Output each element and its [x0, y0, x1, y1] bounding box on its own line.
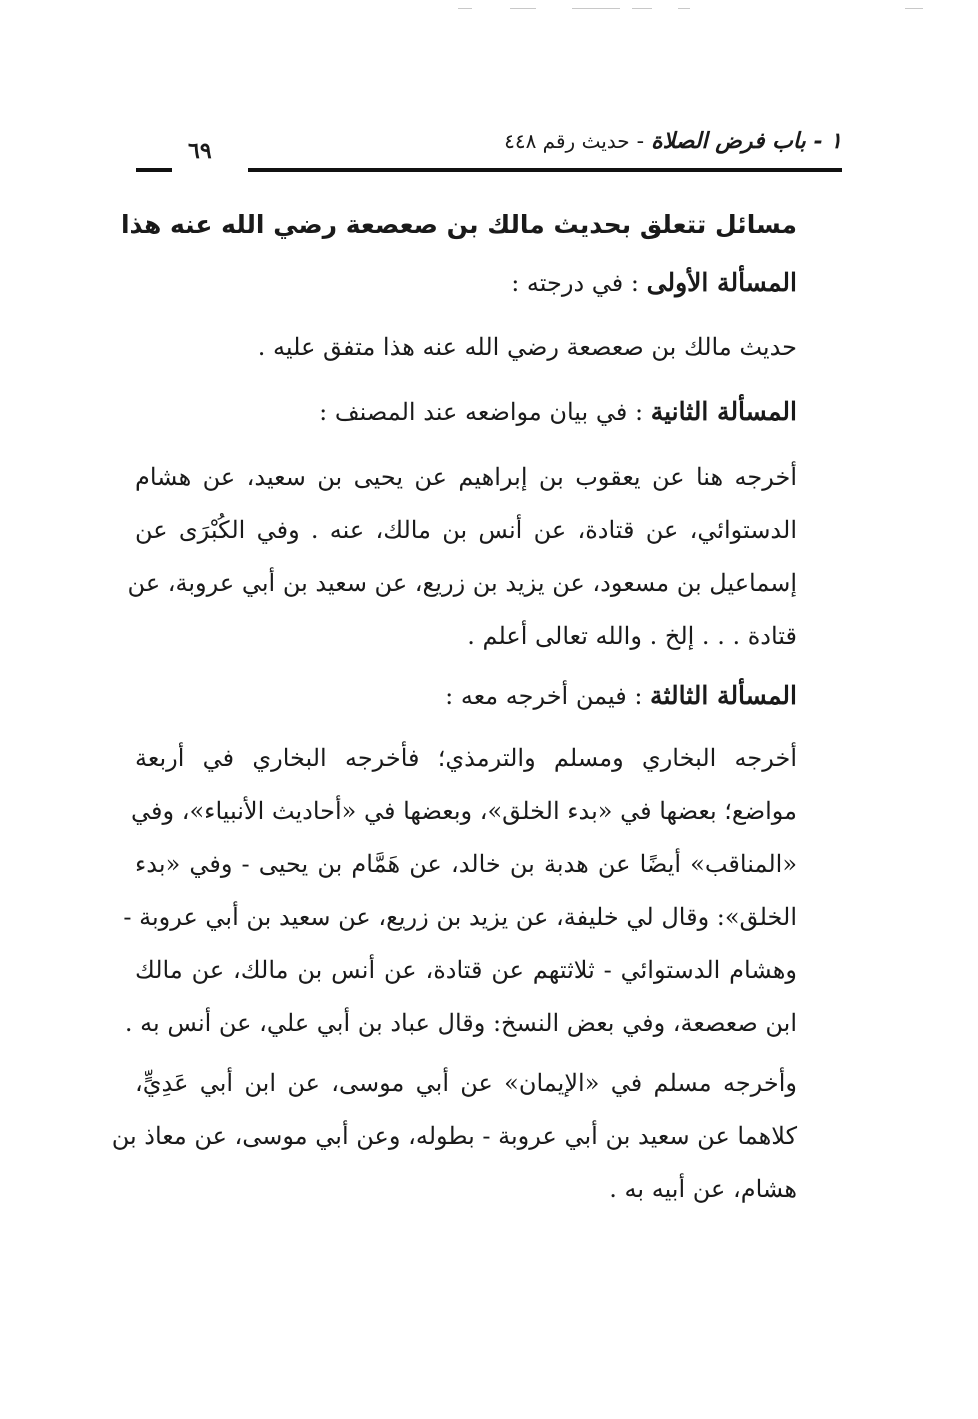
scan-artifact-lines [0, 8, 978, 10]
paragraph-line: مواضع؛ بعضها في «بدء الخلق»، وبعضها في «أحاديث الأنبياء»، وفي [131, 797, 797, 825]
header-rule-long [248, 168, 842, 172]
header-rule-short [136, 168, 172, 172]
question-1-topic: : في درجته : [511, 269, 639, 297]
question-1-heading [135, 268, 797, 298]
page-body [111, 200, 797, 1204]
paragraph-line: ابن صعصعة، وفي بعض النسخ: وقال عباد بن أبي علي، عن أنس به . [124, 1009, 797, 1037]
running-title [504, 128, 842, 154]
question-3-heading [135, 681, 797, 711]
paragraph-line: إسماعيل بن مسعود، عن يزيد بن زريع، عن سعيد بن أبي عروبة، عن [127, 569, 797, 597]
paragraph-line: قتادة . . . إلخ . والله تعالى أعلم . [467, 622, 797, 650]
question-2-paragraph [127, 462, 797, 651]
paragraph-line: الدستوائي، عن قتادة، عن أنس بن مالك، عنه . وفي الكُبْرَى عن [135, 516, 797, 544]
chapter-title: ١ - باب فرض الصلاة [651, 128, 842, 154]
paragraph-line: أخرجه هنا عن يعقوب بن إبراهيم عن يحيى بن سعيد، عن هشام [135, 463, 797, 491]
page-number: ٦٩ [188, 138, 212, 164]
question-3-paragraph-2 [111, 1068, 797, 1204]
question-1-body: حديث مالك بن صعصعة رضي الله عنه هذا متفق عليه . [257, 333, 797, 361]
question-3-label: المسألة الثالثة [650, 681, 797, 710]
question-2-label: المسألة الثانية [650, 397, 797, 426]
running-header [130, 128, 842, 180]
paragraph-line: «المناقب» أيضًا عن هدبة بن خالد، عن هَمَّام بن يحيى - وفي «بدء [135, 850, 797, 878]
section-title: مسائل تتعلق بحديث مالك بن صعصعة رضي الله عنه هذا [120, 210, 797, 239]
question-1-label: المسألة الأولى [646, 268, 797, 297]
header-separator: - [629, 129, 652, 154]
question-2-topic: : في بيان مواضعه عند المصنف : [319, 398, 644, 426]
hadith-number: حديث رقم ٤٤٨ [504, 129, 630, 153]
paragraph-line: هشام، عن أبيه به . [609, 1175, 797, 1203]
question-2-heading [135, 397, 797, 427]
paragraph-line: كلاهما عن سعيد بن أبي عروبة - بطوله، وعن أبي موسى، عن معاذ بن [111, 1122, 797, 1150]
question-3-topic: : فيمن أخرجه معه : [445, 682, 643, 710]
paragraph-line: الخلق»: وقال لي خليفة، عن يزيد بن زريع، عن سعيد بن أبي عروبة - [123, 903, 797, 931]
paragraph-line: أخرجه البخاري ومسلم والترمذي؛ فأخرجه البخاري في أربعة [135, 744, 797, 772]
question-3-paragraph-1 [123, 743, 797, 1038]
paragraph-line: وهشام الدستوائي - ثلاثتهم عن قتادة، عن أنس بن مالك، عن مالك [135, 956, 797, 984]
paragraph-line: وأخرجه مسلم في «الإيمان» عن أبي موسى، عن ابن أبي عَدِيٍّ، [135, 1069, 797, 1097]
